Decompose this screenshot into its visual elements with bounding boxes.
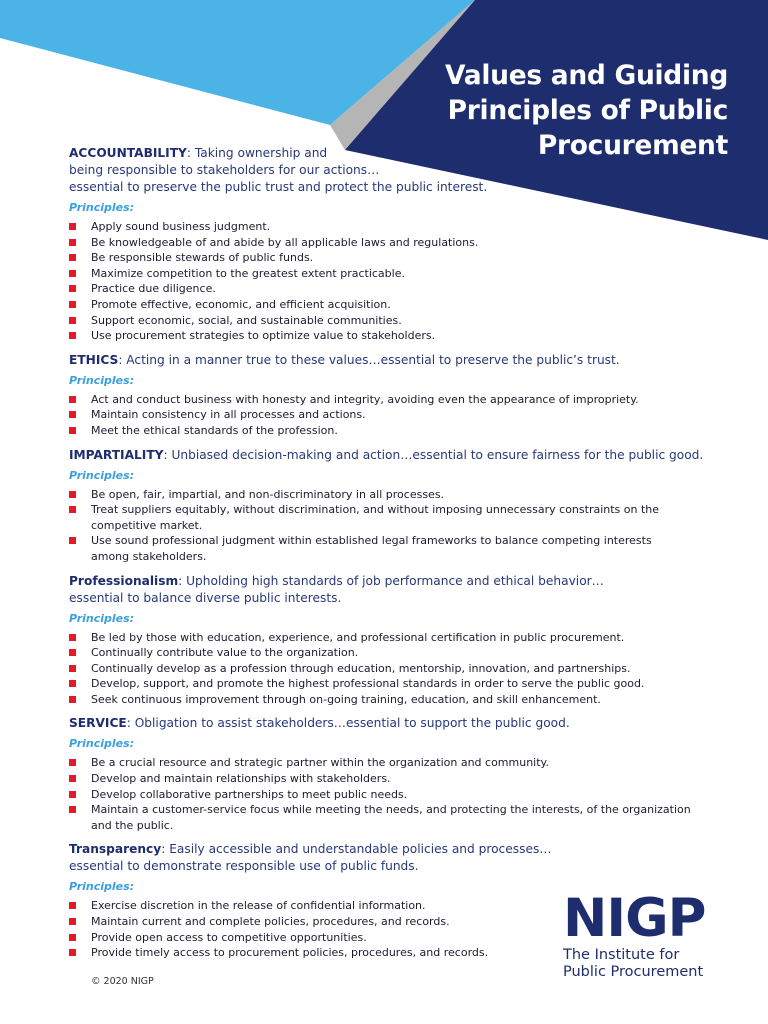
list-item	[69, 802, 729, 833]
list-item	[69, 219, 729, 235]
section-heading	[69, 352, 729, 369]
square-bullet-icon	[69, 223, 76, 230]
list-item-text: Maintain current and complete policies, procedures, and records.	[91, 915, 450, 929]
section-spacer	[69, 344, 729, 352]
list-item-text: Develop collaborative partnerships to meet public needs.	[91, 787, 408, 801]
section-spacer	[69, 833, 729, 841]
square-bullet-icon	[69, 680, 76, 687]
list-item-text: Practice due diligence.	[91, 282, 216, 296]
list-item	[69, 661, 729, 677]
square-bullet-icon	[69, 665, 76, 672]
square-bullet-icon	[69, 934, 76, 941]
square-bullet-icon	[69, 806, 76, 813]
list-item-text: Be knowledgeable of and abide by all applicable laws and regulations.	[91, 235, 479, 249]
logo-tagline-line-1: The Institute for	[563, 947, 680, 963]
list-item-text: Use procurement strategies to optimize value to stakeholders.	[91, 329, 436, 343]
logo-wordmark: NIGP	[563, 888, 706, 949]
square-bullet-icon	[69, 775, 76, 782]
copyright-text: © 2020 NIGP	[91, 976, 154, 987]
list-item-text: Promote effective, economic, and efficient acquisition.	[91, 297, 391, 311]
heading-text: : Obligation to assist stakeholders…essential to support the public good.	[126, 716, 570, 731]
principles-list	[69, 630, 729, 708]
list-item-text: Continually contribute value to the organization.	[91, 646, 359, 660]
list-item	[69, 281, 729, 297]
heading-text: essential to balance diverse public interests.	[69, 590, 342, 605]
list-item-text: Treat suppliers equitably, without discrimination, and without imposing unnecessary constraints on the competitive market.	[91, 503, 660, 532]
list-item-text: Continually develop as a profession through education, mentorship, innovation, and partnerships.	[91, 661, 631, 675]
heading-line	[69, 715, 729, 732]
list-item-text: Act and conduct business with honesty and integrity, avoiding even the appearance of impropriety.	[91, 392, 639, 406]
section-term: ACCOUNTABILITY	[69, 146, 187, 160]
list-item-text: Apply sound business judgment.	[91, 220, 271, 233]
section-spacer	[69, 707, 729, 715]
heading-text: : Taking ownership and	[186, 146, 328, 160]
heading-text: : Acting in a manner true to these values…essential to preserve the public’s trust.	[118, 352, 620, 367]
section-service	[69, 715, 729, 841]
square-bullet-icon	[69, 902, 76, 909]
list-item	[69, 297, 729, 313]
list-item	[69, 755, 729, 771]
principles-list	[69, 487, 729, 565]
list-item-text: Exercise discretion in the release of confidential information.	[91, 899, 426, 913]
heading-line	[69, 162, 729, 179]
section-term: IMPARTIALITY	[69, 447, 164, 462]
list-item-text: Meet the ethical standards of the profession.	[91, 423, 338, 437]
heading-line	[69, 573, 729, 590]
list-item-text: Be responsible stewards of public funds.	[91, 251, 314, 265]
section-spacer	[69, 565, 729, 573]
list-item	[69, 502, 729, 533]
list-item	[69, 250, 729, 266]
section-ethics	[69, 352, 729, 447]
heading-text: : Easily accessible and understandable policies and processes…	[161, 842, 552, 857]
square-bullet-icon	[69, 301, 76, 308]
list-item	[69, 235, 729, 251]
principles-label: Principles:	[69, 880, 135, 894]
heading-text: essential to demonstrate responsible use of public funds.	[69, 859, 419, 874]
heading-line	[69, 590, 729, 607]
list-item	[69, 630, 729, 646]
square-bullet-icon	[69, 285, 76, 292]
section-term: ETHICS	[69, 352, 119, 367]
section-heading	[69, 841, 729, 875]
title-line-3: Procurement	[537, 130, 728, 161]
list-item	[69, 266, 729, 282]
list-item-text: Maximize competition to the greatest extent practicable.	[91, 266, 405, 280]
principles-list	[69, 219, 729, 344]
principles-label: Principles:	[69, 373, 135, 387]
section-impartiality	[69, 447, 729, 573]
square-bullet-icon	[69, 791, 76, 798]
square-bullet-icon	[69, 254, 76, 261]
square-bullet-icon	[69, 239, 76, 246]
list-item-text: Support economic, social, and sustainable communities.	[91, 313, 402, 327]
square-bullet-icon	[69, 634, 76, 641]
square-bullet-icon	[69, 427, 76, 434]
list-item-text: Develop, support, and promote the highest professional standards in order to serve the public good.	[91, 677, 645, 691]
section-professionalism	[69, 573, 729, 716]
section-term: Transparency	[69, 842, 162, 857]
square-bullet-icon	[69, 759, 76, 766]
square-bullet-icon	[69, 649, 76, 656]
list-item	[69, 392, 729, 408]
list-item-text: Be a crucial resource and strategic partner within the organization and community.	[91, 756, 549, 770]
heading-line	[69, 179, 729, 196]
list-item-text: Use sound professional judgment within established legal frameworks to balance competing interests among stakeholders.	[91, 534, 652, 563]
principles-content	[69, 145, 729, 969]
logo-tagline-line-2: Public Procurement	[563, 964, 704, 980]
section-spacer	[69, 439, 729, 447]
list-item-text: Provide timely access to procurement policies, procedures, and records.	[91, 946, 489, 960]
square-bullet-icon	[69, 332, 76, 339]
section-term: SERVICE	[69, 716, 127, 731]
list-item	[69, 407, 729, 423]
list-item-text: Maintain a customer-service focus while meeting the needs, and protecting the interests, of the organization and the public.	[91, 803, 691, 832]
list-item	[69, 771, 729, 787]
list-item	[69, 487, 729, 503]
square-bullet-icon	[69, 317, 76, 324]
principles-label: Principles:	[69, 201, 135, 214]
heading-line	[69, 352, 729, 369]
heading-text: essential to preserve the public trust and protect the public interest.	[69, 180, 488, 194]
nigp-logo	[563, 888, 733, 981]
list-item-text: Develop and maintain relationships with stakeholders.	[91, 772, 391, 786]
heading-line	[69, 841, 729, 858]
section-heading	[69, 447, 729, 464]
list-item	[69, 328, 729, 344]
section-accountability	[69, 145, 729, 352]
list-item-text: Be led by those with education, experience, and professional certification in public procurement.	[91, 630, 625, 644]
square-bullet-icon	[69, 949, 76, 956]
list-item-text: Provide open access to competitive opportunities.	[91, 930, 367, 944]
heading-text: : Unbiased decision-making and action…essential to ensure fairness for the public good.	[163, 447, 704, 462]
principles-label: Principles:	[69, 611, 135, 625]
square-bullet-icon	[69, 411, 76, 418]
square-bullet-icon	[69, 696, 76, 703]
title-line-2: Principles of Public	[447, 95, 728, 126]
list-item	[69, 313, 729, 329]
principles-label: Principles:	[69, 468, 135, 482]
heading-line	[69, 447, 729, 464]
list-item-text: Maintain consistency in all processes and actions.	[91, 408, 366, 422]
heading-text: being responsible to stakeholders for our actions…	[69, 163, 380, 177]
logo-tagline	[563, 947, 733, 981]
section-heading	[69, 715, 729, 732]
list-item	[69, 692, 729, 708]
list-item	[69, 676, 729, 692]
title-line-1: Values and Guiding	[445, 60, 728, 91]
square-bullet-icon	[69, 270, 76, 277]
list-item	[69, 787, 729, 803]
list-item	[69, 645, 729, 661]
principles-label: Principles:	[69, 737, 135, 751]
section-heading	[69, 573, 729, 607]
principles-list	[69, 755, 729, 833]
square-bullet-icon	[69, 537, 76, 544]
square-bullet-icon	[69, 918, 76, 925]
square-bullet-icon	[69, 396, 76, 403]
square-bullet-icon	[69, 491, 76, 498]
section-heading	[69, 145, 729, 196]
list-item-text: Be open, fair, impartial, and non-discriminatory in all processes.	[91, 487, 445, 501]
list-item	[69, 533, 729, 564]
list-item	[69, 423, 729, 439]
principles-list	[69, 392, 729, 439]
heading-line	[69, 145, 729, 162]
heading-text: : Upholding high standards of job performance and ethical behavior…	[178, 573, 604, 588]
heading-line	[69, 858, 729, 875]
list-item-text: Seek continuous improvement through on-going training, education, and skill enhancement.	[91, 692, 601, 706]
square-bullet-icon	[69, 506, 76, 513]
section-term: Professionalism	[69, 573, 179, 588]
